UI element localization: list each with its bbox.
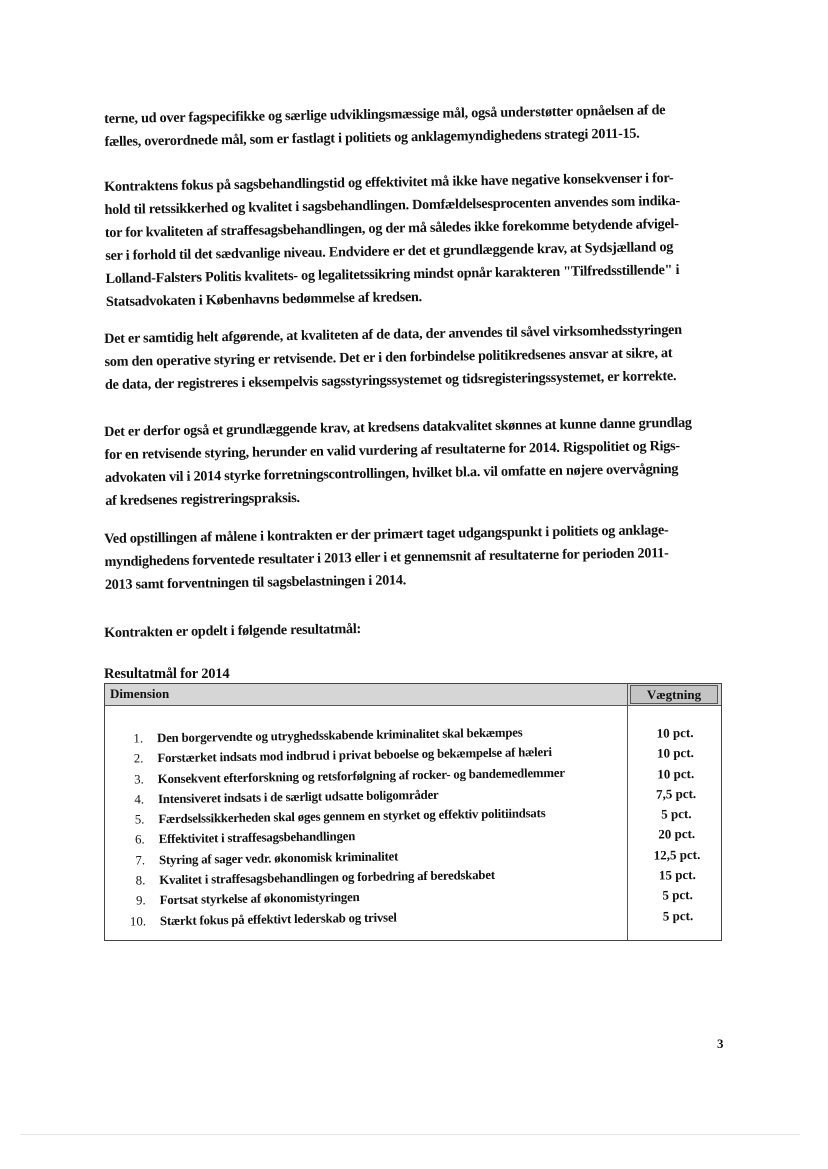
results-table: [104, 683, 722, 941]
weight-value: 5 pct.: [662, 907, 694, 924]
table-title: Resultatmål for 2014: [104, 666, 230, 682]
weight-value: 20 pct.: [658, 826, 696, 843]
row-text: Den borgervendte og utryghedsskabende kriminalitet skal bekæmpes: [156, 725, 523, 746]
text-line: tor for kvaliteten af straffesagsbehandlingen, og der må således ikke forekomme betydende afvigel-: [104, 215, 679, 241]
row-text: Fortsat styrkelse af økonomistyringen: [159, 890, 360, 908]
row-number: 10.: [129, 914, 147, 929]
header-dimension: Dimension: [110, 686, 170, 701]
row-number: 5.: [134, 812, 145, 827]
text-line: Ved opstillingen af målene i kontrakten er der primært taget udgangspunkt i politiets og anklage-: [104, 522, 669, 547]
row-text: Stærkt fokus på effektivt lederskab og trivsel: [159, 910, 397, 928]
paragraph-opstilling: [104, 518, 717, 597]
row-text: Styring af sager vedr. økonomisk kriminalitet: [158, 849, 399, 867]
scan-edge-line: [20, 1134, 800, 1135]
row-number: 2.: [133, 751, 144, 766]
weight-value: 15 pct.: [658, 867, 696, 883]
weight-value: 5 pct.: [661, 806, 692, 822]
text-line: Det er samtidig helt afgørende, at kvaliteten af de data, der anvendes til såvel virksomhedsstyringen: [104, 321, 682, 347]
row-number: 4.: [134, 792, 145, 807]
text-line: de data, der registreres i eksempelvis sagsstyringssystemet og tidsregisteringssystemet, er korrekte.: [104, 368, 677, 393]
row-text: Intensiveret indsats i de særligt udsatte boligområder: [157, 787, 439, 807]
row-number: 3.: [134, 771, 144, 787]
text-line: fælles, overordnede mål, som er fastlagt i politiets og anklagemyndighedens strategi 2011-15.: [104, 125, 640, 150]
dimension-column: [105, 724, 628, 935]
text-line: ser i forhold til det sædvanlige niveau. Endvidere er det et grundlæggende krav, at Sydsjælland og: [105, 239, 674, 264]
text-line: Kontrakten er opdelt i følgende resultatmål:: [104, 620, 362, 641]
row-text: Effektivitet i straffesagsbehandlingen: [158, 829, 356, 847]
row-number: 1.: [133, 731, 144, 746]
paragraph-intro-table: [104, 612, 716, 645]
row-text: Konsekvent efterforskning og retsforfølgning af rocker- og bandemedlemmer: [157, 765, 565, 786]
row-text: Færdselssikkerheden skal øges gennem en styrket og effektiv politiindsats: [158, 806, 546, 827]
row-number: 9.: [135, 893, 146, 908]
row-number: 8.: [135, 873, 146, 888]
paragraph-data: [104, 318, 717, 397]
text-line: myndighedens forventede resultater i 2013 eller i et gennemsnit af resultaterne for perioden 2011-: [104, 545, 669, 570]
weight-value: 10 pct.: [656, 724, 694, 741]
text-line: Det er derfor også et grundlæggende krav, at kredsens datakvalitet skønnes at kunne danne grundlag: [104, 414, 692, 440]
weight-value: 5 pct.: [662, 887, 693, 903]
row-text: Kvalitet i straffesagsbehandlingen og forbedring af beredskabet: [159, 867, 495, 888]
paragraph-datakvalitet: [104, 411, 717, 513]
text-line: Lolland-Falsters Politis kvalitets- og legalitetssikring mindst opnår karakteren "Tilfredsstillende" i: [105, 261, 680, 287]
text-line: 2013 samt forventningen til sagsbelastningen i 2014.: [104, 572, 407, 593]
weight-column: [629, 725, 724, 929]
text-line: terne, ud over fagspecifikke og særlige udviklingsmæssige mål, også understøtter opnåelsen af de: [104, 102, 666, 127]
paragraph-quality: [104, 166, 718, 314]
weight-value: 12,5 pct.: [653, 846, 701, 863]
text-line: Kontraktens fokus på sagsbehandlingstid og effektivitet må ikke have negative konsekvenser i for-: [104, 170, 674, 195]
table-header: [105, 684, 721, 706]
text-line: for en retvisende styring, herunder en valid vurdering af resultaterne for 2014. Rigspolitiet og Rigs-: [104, 437, 680, 463]
row-number: 6.: [134, 832, 145, 848]
text-line: advokaten vil i 2014 styrke forretningscontrollingen, hvilket bl.a. vil omfatte en nøjere overvågning: [104, 460, 679, 486]
paragraph-strategy: [104, 98, 717, 154]
header-weight: Vægtning: [630, 685, 718, 704]
row-text: Forstærket indsats mod indbrud i privat beboelse og bekæmpelse af hæleri: [157, 745, 552, 766]
page-number: 3: [717, 1036, 724, 1051]
row-number: 7.: [135, 853, 146, 868]
text-line: af kredsenes registreringspraksis.: [105, 489, 300, 509]
text-line: hold til retssikkerhed og kvalitet i sagsbehandlingen. Domfældelsesprocenten anvendes som indika-: [104, 192, 681, 218]
weight-value: 10 pct.: [657, 765, 695, 782]
weight-value: 7,5 pct.: [655, 785, 697, 802]
text-line: Statsadvokaten i Københavns bedømmelse af kredsen.: [105, 289, 423, 310]
text-line: som den operative styring er retvisende. Det er i den forbindelse politikredsenes ansvar at sikre, at: [104, 345, 673, 370]
weight-value: 10 pct.: [656, 745, 694, 761]
